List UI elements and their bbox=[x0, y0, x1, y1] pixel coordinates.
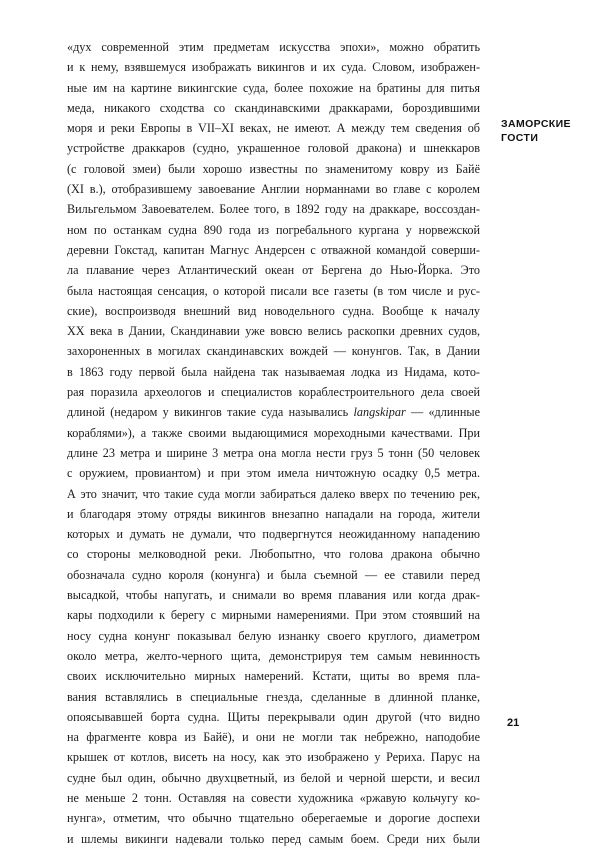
text-segment: — «длинные bbox=[405, 405, 481, 420]
text-line: кары подходили к берегу с мирными намерениями. При этом стоявший на bbox=[67, 608, 480, 623]
text-line: захороненных в могилах скандинавских вождей — конунгов. Так, в Дании bbox=[67, 344, 480, 359]
text-line: деревни Гокстад, капитан Магнус Андерсен с отважной командой соверши- bbox=[67, 242, 480, 257]
text-line: с оружием, провиантом) и при этом имела ничтожную осадку 0,5 метра. bbox=[67, 466, 480, 481]
text-line: носу судна конунг показывал белую изнанку своего круглого, диаметром bbox=[67, 628, 480, 643]
margin-title-line: ГОСТИ bbox=[501, 132, 539, 144]
text-line-with-italic bbox=[67, 402, 480, 422]
text-line: рая поразила археологов и специалистов кораблестроительного дела своей bbox=[67, 385, 480, 400]
text-line: высадкой, чтобы напугать, и снимали во время плавания или когда драк- bbox=[67, 588, 480, 603]
margin-title-line: ЗАМОРСКИЕ bbox=[501, 118, 571, 130]
text-line: ные им на картине викингские суда, более похожие на братины для питья bbox=[67, 80, 480, 95]
text-line: которых и думать не думали, что подвергнутся неожиданному нападению bbox=[67, 527, 480, 542]
text-line: вания вставлялись в специальные гнезда, сделанные в длинной планке, bbox=[67, 689, 480, 704]
page-number: 21 bbox=[507, 717, 520, 729]
text-line: в 1863 году первой была найдена так называемая лодка из Нидама, кото- bbox=[67, 364, 480, 379]
text-line: ла плавание через Атлантический океан от Бергена до Нью-Йорка. Это bbox=[67, 263, 480, 278]
text-line: меда, никакого сходства со скандинавскими драккарами, бороздившими bbox=[67, 100, 480, 115]
text-line: своих исключительно мирных намерений. Кстати, щиты во время пла- bbox=[67, 669, 480, 684]
text-line: судне был один, обычно двухцветный, из белой и черной шерсти, и весил bbox=[67, 770, 480, 785]
text-line: со стороны мелководной реки. Любопытно, что голова дракона обычно bbox=[67, 547, 480, 562]
body-text bbox=[67, 37, 480, 849]
text-line: и благодаря этому отряды викингов внезапно нападали на города, жители bbox=[67, 506, 480, 521]
text-line: моря и реки Европы в VII–XI веках, не имеют. А между тем сведения об bbox=[67, 121, 480, 136]
text-line: ном по останкам судна 890 года из погребального кургана у норвежской bbox=[67, 222, 480, 237]
text-line: длине 23 метра и ширине 3 метра она могла нести груз 5 тонн (50 человек bbox=[67, 445, 480, 460]
text-line: (XI в.), отобразившему завоевание Англии норманнами во главе с королем bbox=[67, 182, 480, 197]
text-line: не меньше 2 тонн. Оставляя на совести художника «ржавую кольчугу ко- bbox=[67, 790, 480, 805]
text-line: «дух современной этим предметам искусства эпохи», можно обратить bbox=[67, 40, 480, 54]
text-line: ские), воспроизводя внешний вид новодельного судна. Вообще к началу bbox=[67, 303, 480, 318]
text-line: обозначала судно короля (конунга) и была съемной — ее ставили перед bbox=[67, 567, 480, 582]
text-line: XX века в Дании, Скандинавии уже вовсю велись раскопки древних судов, bbox=[67, 324, 480, 339]
text-line: крышек от котлов, висеть на носу, как это изображено у Рериха. Парус на bbox=[67, 750, 480, 765]
text-line: А это значит, что такие суда могли забираться далеко вверх по течению рек, bbox=[67, 486, 480, 501]
text-line: и к нему, взявшемуся изображать викингов и их суда. Словом, изображен- bbox=[67, 60, 480, 75]
text-line: и шлемы викинги надевали только перед самым боем. Среди них были bbox=[67, 831, 480, 846]
text-line: (с головой змеи) были хорошо известны по знаменитому ковру из Байё bbox=[67, 161, 480, 176]
text-segment: длиной (недаром у викингов такие суда назывались bbox=[67, 405, 349, 420]
text-line: нунга», отметим, что обычно тщательно оберегаемые и дорогие доспехи bbox=[67, 811, 480, 826]
text-line: устройстве драккаров (судно, украшенное головой дракона) и шнеккаров bbox=[67, 141, 480, 156]
text-line: кораблями»), а также своими выдающимися мореходными качествами. При bbox=[67, 425, 480, 440]
text-line: Вильгельмом Завоевателем. Более того, в 1892 году на драккаре, воссоздан- bbox=[67, 202, 480, 217]
italic-term: langskipar bbox=[353, 405, 406, 420]
text-line: опоясывавшей борта судна. Щиты перекрывали один другой (что видно bbox=[67, 709, 480, 724]
text-line: была настоящая сенсация, о которой писали все газеты (в том числе и рус- bbox=[67, 283, 480, 298]
text-line: на фрагменте ковра из Байё), и они не могли так небрежно, наподобие bbox=[67, 730, 480, 745]
text-line: около метра, желто-черного щита, демонстрируя тем самым невинность bbox=[67, 648, 480, 663]
margin-chapter-title bbox=[501, 117, 591, 145]
